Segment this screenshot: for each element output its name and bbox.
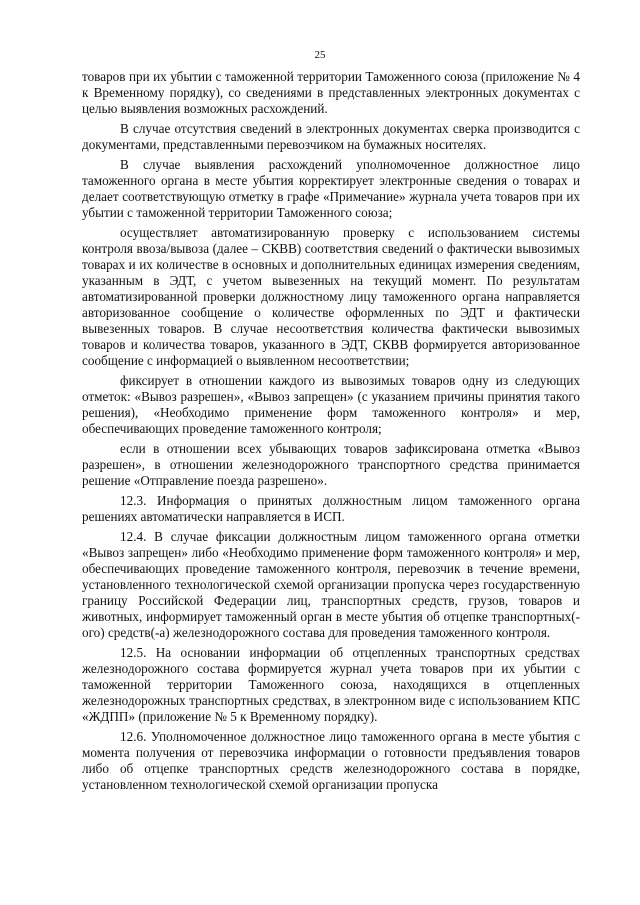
paragraph-no-data: В случае отсутствия сведений в электронных документах сверка производится с документами, представленными перевозчиком на бумажных носителях. [82, 121, 580, 152]
paragraph-discrepancy: В случае выявления расхождений уполномоченное должностное лицо таможенного органа в месте убытия корректирует электронные сведения о товарах и делает соответствующую отметку в графе «Примечание» журнала учета товаров при их убытии с таможенной территории Таможенного союза; [82, 157, 580, 220]
document-body [82, 69, 580, 793]
paragraph-departure-allowed: если в отношении всех убывающих товаров зафиксирована отметка «Вывоз разрешен», в отношении железнодорожного транспортного средства принимается решение «Отправление поезда разрешено». [82, 441, 580, 488]
paragraph-automated-check: осуществляет автоматизированную проверку с использованием системы контроля ввоза/вывоза (далее – СКВВ) соответствия сведений о фактически вывозимых товарах и их количестве в основных и дополнительных единицах измерения сведениям, указанным в ЭДТ, с учетом вывезенных на текущий момент. По результатам автоматизированной проверки должностному лицу таможенного органа направляется авторизованное сообщение о количестве оформленных по ЭДТ и фактически вывезенных товаров. В случае несоответствия количества фактически вывозимых товаров и количества товаров, указанного в ЭДТ, СКВВ формируется авторизованное сообщение с информацией о выявленном несоответствии; [82, 225, 580, 368]
page-number: 25 [314, 49, 326, 61]
paragraph-12-3: 12.3. Информация о принятых должностным лицом таможенного органа решениях автоматически направляется в ИСП. [82, 493, 580, 524]
paragraph-12-5: 12.5. На основании информации об отцепленных транспортных средствах железнодорожного состава формируется журнал учета товаров при их убытии с таможенной территории Таможенного союза, находящихся в отцепленных железнодорожных транспортных средствах, в электронном виде с использованием КПС «ЖДПП» (приложение № 5 к Временному порядку). [82, 645, 580, 724]
paragraph-marks: фиксирует в отношении каждого из вывозимых товаров одну из следующих отметок: «Вывоз разрешен», «Вывоз запрещен» (с указанием причины принятия такого решения), «Необходимо применение форм таможенного контроля» и мер, обеспечивающих проведение таможенного контроля; [82, 373, 580, 436]
paragraph-12-6: 12.6. Уполномоченное должностное лицо таможенного органа в месте убытия с момента получения от перевозчика информации о готовности предъявления товаров либо об отцепке транспортных средств железнодорожного состава в порядке, установленном технологической схемой организации пропуска [82, 729, 580, 792]
paragraph-12-4: 12.4. В случае фиксации должностным лицом таможенного органа отметки «Вывоз запрещен» либо «Необходимо применение форм таможенного контроля» и мер, обеспечивающих проведение таможенного контроля, перевозчик в течение времени, установленного технологической схемой организации пропуска через государственную границу Российской Федерации лиц, транспортных средств, грузов, товаров и животных, информирует таможенный орган в месте убытия об отцепке транспортных(-ого) средств(-а) железнодорожного состава для проведения таможенного контроля. [82, 529, 580, 640]
paragraph-continuation: товаров при их убытии с таможенной территории Таможенного союза (приложение № 4 к Временному порядку), со сведениями в представленных электронных документах с целью выявления возможных расхождений. [82, 69, 580, 116]
